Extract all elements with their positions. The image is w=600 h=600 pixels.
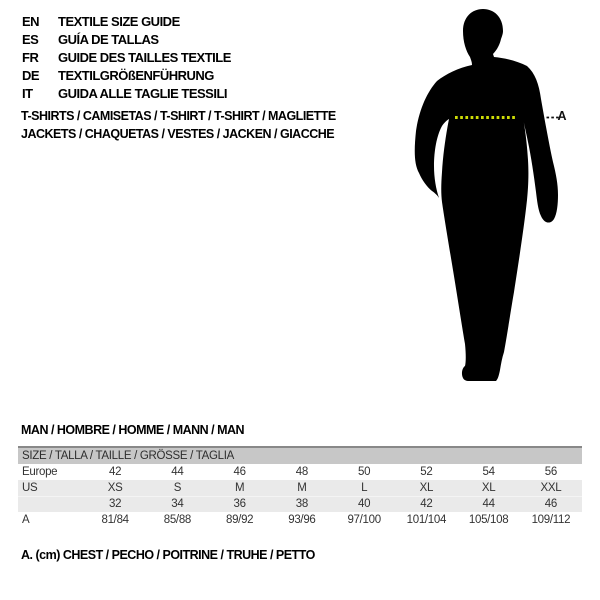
size-cell: 32 (109, 498, 122, 510)
size-cell: 42 (109, 466, 122, 478)
language-row-en (22, 13, 231, 31)
language-title: GUÍA DE TALLAS (58, 32, 159, 47)
size-cell: XL (481, 482, 496, 494)
size-cell: 54 (482, 466, 495, 478)
language-row-de (22, 67, 231, 85)
size-cell: XS (107, 482, 123, 494)
size-cell: S (173, 482, 182, 494)
size-cell: 42 (420, 498, 433, 510)
size-cell: 56 (544, 466, 557, 478)
size-cell: 46 (233, 466, 246, 478)
size-cell: 105/108 (468, 514, 509, 526)
language-code: ES (22, 32, 39, 47)
row-label: Europe (22, 466, 58, 478)
row-label: US (22, 482, 38, 494)
category-line-tshirts: T-SHIRTS / CAMISETAS / T-SHIRT / T-SHIRT / MAGLIETTE (21, 109, 336, 123)
size-cell: 89/92 (225, 514, 254, 526)
size-cell: M (234, 482, 245, 494)
man-silhouette-graphic (408, 4, 570, 388)
size-cell: 101/104 (406, 514, 447, 526)
section-title: MAN / HOMBRE / HOMME / MANN / MAN (21, 423, 245, 437)
language-code: DE (22, 68, 40, 83)
category-line-jackets: JACKETS / CHAQUETAS / VESTES / JACKEN / GIACCHE (21, 126, 335, 141)
size-cell: 85/88 (163, 514, 192, 526)
size-cell: XXL (540, 482, 562, 494)
size-table (18, 446, 582, 528)
language-code: FR (22, 50, 39, 65)
row-label (18, 497, 84, 512)
language-list (22, 13, 231, 103)
size-cell: 81/84 (101, 514, 129, 526)
size-cell: 48 (295, 466, 308, 478)
measurement-label-a: A (557, 108, 567, 123)
size-cell: 46 (544, 498, 557, 510)
table-row-chest-a (18, 512, 582, 528)
language-code: IT (22, 86, 33, 101)
table-row-europe (18, 464, 582, 480)
table-row-us (18, 480, 582, 496)
size-cell: 44 (482, 498, 495, 510)
size-cell: 44 (171, 466, 184, 478)
man-silhouette (408, 4, 600, 388)
language-code: EN (22, 14, 40, 29)
size-cell: 34 (171, 498, 184, 510)
category-lines (21, 108, 336, 143)
size-cell: 36 (233, 498, 246, 510)
size-cell: 93/96 (288, 514, 316, 526)
language-row-es (22, 31, 231, 49)
man-body-shape (415, 9, 558, 381)
size-cell: 40 (358, 498, 371, 510)
language-row-it (22, 85, 231, 103)
size-table-header: SIZE / TALLA / TAILLE / GRÖSSE / TAGLIA (18, 448, 582, 464)
measurement-footnote: A. (cm) CHEST / PECHO / POITRINE / TRUHE / PETTO (21, 548, 315, 562)
language-title: TEXTILE SIZE GUIDE (58, 14, 180, 29)
table-row-us-numeric (18, 496, 582, 512)
size-cell: M (297, 482, 307, 494)
language-title: GUIDA ALLE TAGLIE TESSILI (58, 86, 228, 101)
size-cell: 50 (358, 466, 371, 478)
size-cell: 38 (295, 498, 308, 510)
size-cell: 109/112 (531, 514, 571, 526)
size-cell: L (361, 482, 368, 494)
size-cell: XL (419, 482, 434, 494)
language-title: TEXTILGRÖßENFÜHRUNG (58, 68, 214, 83)
size-cell: 97/100 (347, 514, 381, 526)
language-row-fr (22, 49, 231, 67)
size-cell: 52 (420, 466, 433, 478)
row-label: A (22, 514, 30, 526)
language-title: GUIDE DES TAILLES TEXTILE (58, 50, 231, 65)
